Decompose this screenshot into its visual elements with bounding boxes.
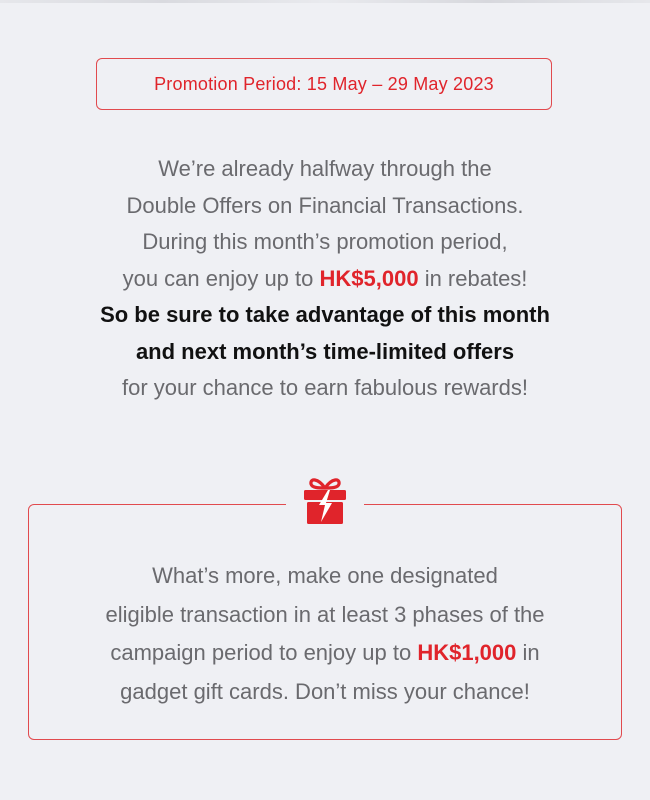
intro-line-7: for your chance to earn fabulous rewards!: [121, 375, 528, 400]
intro-paragraph: [0, 151, 650, 407]
intro-line-1: We’re already halfway through the: [158, 156, 492, 181]
intro-line-3: During this month’s promotion period,: [142, 229, 508, 254]
gift-line-2: eligible transaction in at least 3 phases of the: [105, 601, 545, 627]
intro-line-4-after: in rebates!: [418, 265, 528, 291]
intro-line-6-emphasis: and next month’s time-limited offers: [135, 338, 515, 364]
gift-line-3-after: in: [516, 640, 540, 665]
gift-line-1: What’s more, make one designated: [152, 563, 498, 588]
gift-line-3: [28, 634, 622, 673]
gift-line-3-before: campaign period to enjoy up to: [110, 640, 418, 665]
intro-line-4: [0, 261, 650, 298]
gift-icon: [302, 474, 348, 526]
gift-line-4: gadget gift cards. Don’t miss your chance!: [120, 678, 530, 704]
top-divider-strip: [0, 0, 650, 3]
promotion-period-label: Promotion Period: 15 May – 29 May 2023: [154, 73, 494, 94]
intro-line-4-before: you can enjoy up to: [122, 265, 320, 291]
gift-offer-paragraph: [28, 557, 622, 711]
intro-line-2: Double Offers on Financial Transactions.: [126, 192, 524, 218]
intro-line-5-emphasis: So be sure to take advantage of this month: [100, 302, 550, 327]
promotion-period-badge: [96, 58, 552, 110]
gift-card-amount-highlight: HK$1,000: [417, 640, 517, 665]
rebate-amount-highlight: HK$5,000: [319, 265, 419, 291]
